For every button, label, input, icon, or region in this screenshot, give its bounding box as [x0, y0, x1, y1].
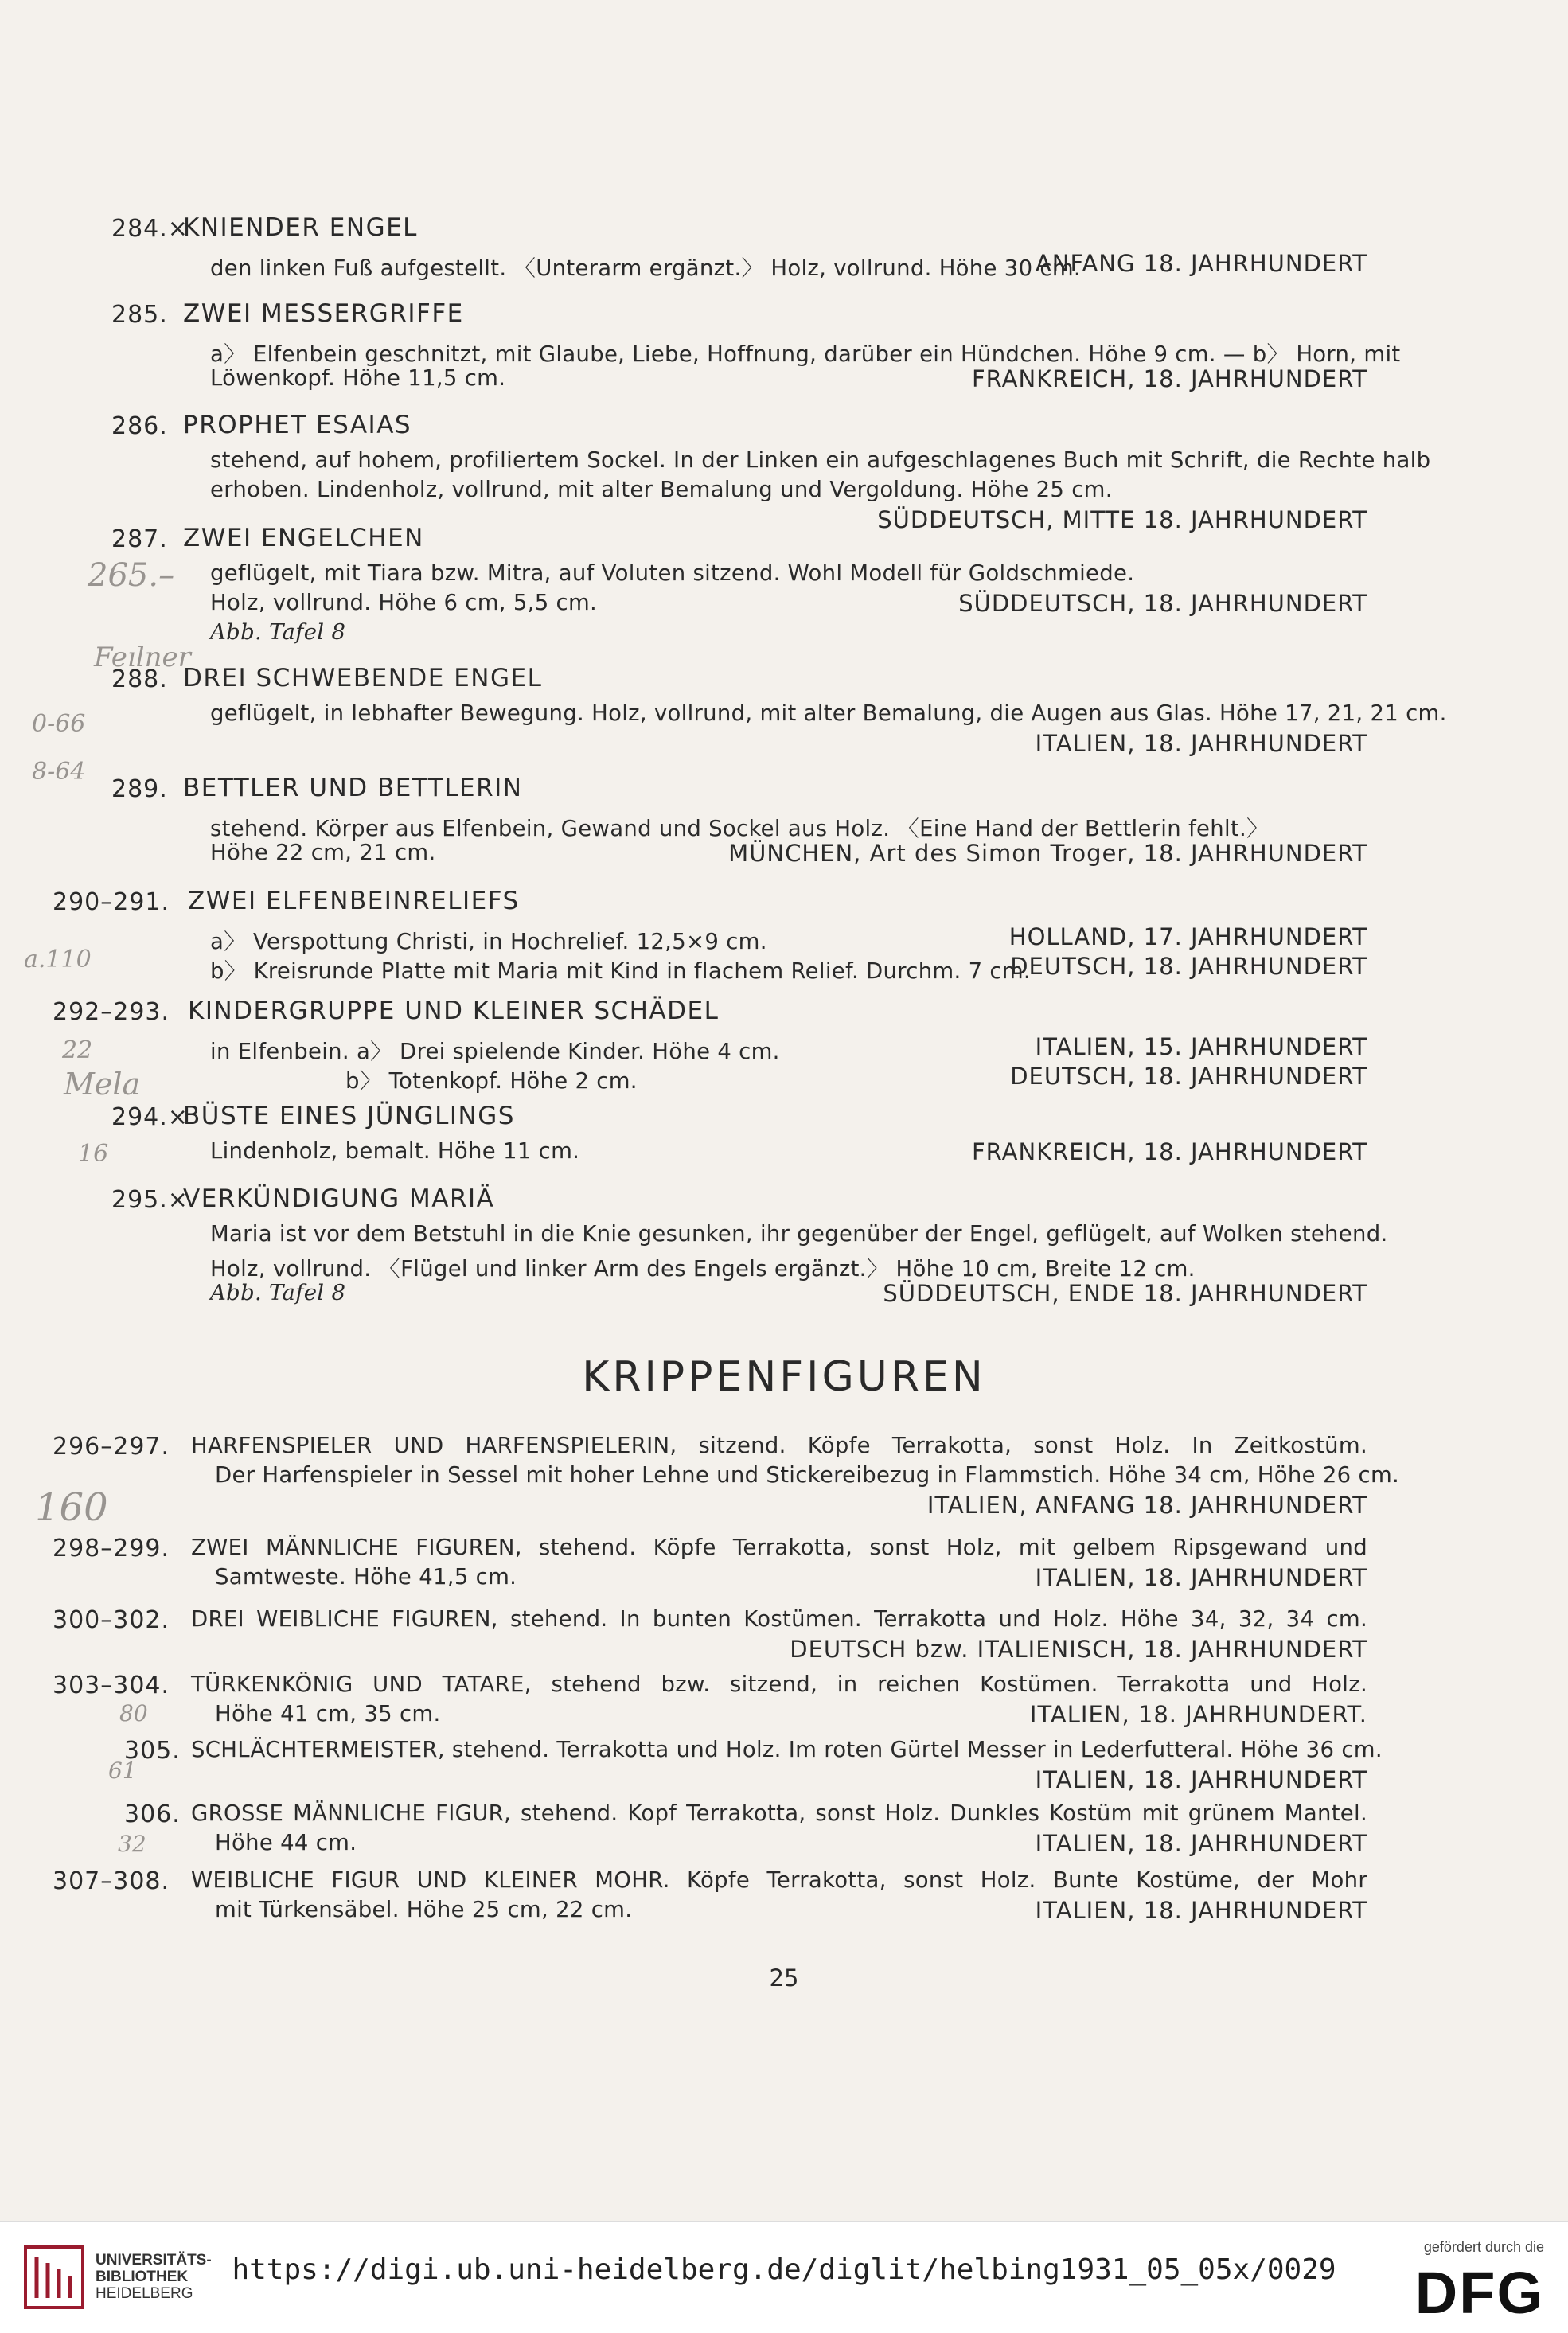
- handwritten-note: 80: [119, 1700, 148, 1726]
- entry-number: 295.×: [111, 1186, 189, 1214]
- entry-origin: ITALIEN, 15. JAHRHUNDERT: [1035, 1033, 1367, 1060]
- entry-description: Höhe 22 cm, 21 cm.: [210, 840, 436, 865]
- entry-line: [210, 477, 1367, 502]
- entry-description: Samtweste. Höhe 41,5 cm.: [215, 1564, 517, 1590]
- entry-line: [191, 1433, 1367, 1458]
- entry-number: 289.: [111, 775, 168, 803]
- handwritten-note: 16: [78, 1140, 109, 1168]
- entry-description: stehend. Körper aus Elfenbein, Gewand und Sockel aus Holz. 〈Eine Hand der Bettlerin fehlt.〉: [210, 816, 1269, 841]
- permalink-url[interactable]: https://digi.ub.uni-heidelberg.de/diglit/helbing1931_05_05x/0029: [232, 2253, 1336, 2286]
- entry-description: GROSSE MÄNNLICHE FIGUR, stehend. Kopf Terrakotta, sonst Holz. Dunkles Kostüm mit grünem Mantel.: [191, 1800, 1367, 1826]
- section-title: KRIPPENFIGUREN: [582, 1353, 986, 1401]
- entry-title: KNIENDER ENGEL: [183, 213, 418, 242]
- entry-line: [210, 447, 1431, 473]
- handwritten-note: 265.–: [88, 557, 175, 594]
- entry-line: [215, 1564, 1367, 1590]
- entry-line: [210, 810, 1367, 842]
- entry-line: [210, 1280, 1367, 1305]
- entry-line: [210, 619, 1367, 645]
- entry-description: a〉 Verspottung Christi, in Hochrelief. 12,5×9 cm.: [210, 929, 767, 954]
- handwritten-note: Feılner: [94, 642, 191, 673]
- entry-line: [191, 1800, 1367, 1826]
- entry-line: [215, 1830, 1367, 1855]
- entry-number: 305.: [124, 1737, 181, 1765]
- entry-line: [191, 1535, 1367, 1560]
- entry-number: 292–293.: [53, 998, 170, 1026]
- entry-description: Löwenkopf. Höhe 11,5 cm.: [210, 365, 506, 391]
- entry-line: [210, 1033, 1367, 1065]
- entry-line: [210, 560, 1367, 586]
- handwritten-note: 32: [118, 1831, 146, 1857]
- entry-description: WEIBLICHE FIGUR UND KLEINER MOHR. Köpfe Terrakotta, sonst Holz. Bunte Kostüme, der Mohr: [191, 1867, 1367, 1893]
- page-number: 25: [769, 1964, 799, 1992]
- entry-origin: ITALIEN, 18. JAHRHUNDERT: [1035, 1897, 1367, 1924]
- entry-description: erhoben. Lindenholz, vollrund, mit alter Bemalung und Vergoldung. Höhe 25 cm.: [210, 477, 1113, 502]
- entry-description: Abb. Tafel 8: [210, 1280, 346, 1305]
- entry-line: [210, 700, 1447, 726]
- entry-line: [191, 1737, 1383, 1762]
- handwritten-note: 22: [62, 1036, 93, 1064]
- entry-origin: FRANKREICH, 18. JAHRHUNDERT: [971, 365, 1367, 392]
- entry-description: ZWEI MÄNNLICHE FIGUREN, stehend. Köpfe Terrakotta, sonst Holz, mit gelbem Ripsgewand und: [191, 1535, 1367, 1560]
- entry-number: 290–291.: [53, 888, 170, 916]
- entry-origin: ITALIEN, 18. JAHRHUNDERT: [1035, 1830, 1367, 1857]
- entry-line: [210, 250, 1367, 282]
- entry-number: 285.: [111, 301, 168, 329]
- entry-description: b〉 Kreisrunde Platte mit Maria mit Kind in flachem Relief. Durchm. 7 cm.: [210, 958, 1031, 984]
- entry-title: KINDERGRUPPE UND KLEINER SCHÄDEL: [188, 997, 720, 1025]
- entry-title: PROPHET ESAIAS: [183, 411, 412, 439]
- entry-line: [210, 1063, 1367, 1094]
- entry-description: Höhe 41 cm, 35 cm.: [215, 1701, 441, 1726]
- entry-number: 306.: [124, 1800, 181, 1828]
- entry-description: Lindenholz, bemalt. Höhe 11 cm.: [210, 1138, 580, 1164]
- entry-description: HARFENSPIELER UND HARFENSPIELERIN, sitzend. Köpfe Terrakotta, sonst Holz. In Zeitkostüm.: [191, 1433, 1367, 1458]
- entry-number: 287.: [111, 525, 168, 553]
- entry-number: 284.×: [111, 215, 189, 243]
- entry-origin: ITALIEN, 18. JAHRHUNDERT: [1035, 1564, 1367, 1591]
- entry-title: BETTLER UND BETTLERIN: [183, 774, 523, 802]
- entry-title: VERKÜNDIGUNG MARIÄ: [183, 1184, 495, 1213]
- handwritten-note: 8-64: [32, 758, 86, 786]
- entry-description: Abb. Tafel 8: [210, 619, 346, 645]
- footer-bar: [0, 2221, 1568, 2333]
- funding-caption: gefördert durch die: [1423, 2239, 1544, 2255]
- entry-origin: ITALIEN, 18. JAHRHUNDERT.: [1029, 1701, 1367, 1728]
- entry-line: [215, 1701, 1367, 1726]
- handwritten-note: 160: [35, 1485, 108, 1530]
- entry-origin: ANFANG 18. JAHRHUNDERT: [1035, 250, 1367, 277]
- entry-description: stehend, auf hohem, profiliertem Sockel. In der Linken ein aufgeschlagenes Buch mit Schrift, die Rechte halb: [210, 447, 1431, 473]
- entry-line: [210, 923, 1367, 955]
- handwritten-note: 61: [108, 1758, 137, 1784]
- entry-title: ZWEI MESSERGRIFFE: [183, 299, 464, 328]
- entry-line: [210, 365, 1367, 391]
- entry-origin: SÜDDEUTSCH, MITTE 18. JAHRHUNDERT: [877, 506, 1367, 533]
- entry-origin: HOLLAND, 17. JAHRHUNDERT: [1008, 923, 1367, 950]
- entry-description: SCHLÄCHTERMEISTER, stehend. Terrakotta und Holz. Im roten Gürtel Messer in Lederfutteral. Höhe 36 cm.: [191, 1737, 1383, 1762]
- entry-line: [210, 1221, 1388, 1246]
- entry-origin: SÜDDEUTSCH, 18. JAHRHUNDERT: [958, 590, 1367, 617]
- entry-description: geflügelt, in lebhafter Bewegung. Holz, vollrund, mit alter Bemalung, die Augen aus Glas. Höhe 17, 21, 21 cm.: [210, 700, 1447, 726]
- entry-description: Holz, vollrund. Höhe 6 cm, 5,5 cm.: [210, 590, 598, 615]
- entry-line: [210, 590, 1367, 615]
- entry-description: Der Harfenspieler in Sessel mit hoher Lehne und Stickereibezug in Flammstich. Höhe 34 cm, Höhe 26 cm.: [215, 1462, 1400, 1488]
- entry-number: 288.: [111, 665, 168, 693]
- entry-title: DREI SCHWEBENDE ENGEL: [183, 664, 543, 692]
- entry-title: ZWEI ELFENBEINRELIEFS: [188, 887, 520, 915]
- entry-description: Holz, vollrund. 〈Flügel und linker Arm des Engels ergänzt.〉 Höhe 10 cm, Breite 12 cm.: [210, 1256, 1196, 1282]
- institution-name: UNIVERSITÄTS- BIBLIOTHEK HEIDELBERG: [96, 2252, 212, 2302]
- handwritten-note: 0-66: [32, 710, 86, 738]
- entry-description: mit Türkensäbel. Höhe 25 cm, 22 cm.: [215, 1897, 633, 1922]
- handwritten-note: Mela: [64, 1067, 141, 1102]
- entry-origin: ITALIEN, ANFANG 18. JAHRHUNDERT: [926, 1492, 1367, 1519]
- entry-description: b〉 Totenkopf. Höhe 2 cm.: [345, 1068, 638, 1094]
- entry-description: in Elfenbein. a〉 Drei spielende Kinder. Höhe 4 cm.: [210, 1039, 780, 1064]
- entry-description: geflügelt, mit Tiara bzw. Mitra, auf Voluten sitzend. Wohl Modell für Goldschmiede.: [210, 560, 1135, 586]
- entry-title: ZWEI ENGELCHEN: [183, 524, 424, 552]
- entry-number: 300–302.: [53, 1606, 170, 1634]
- entry-description: Maria ist vor dem Betstuhl in die Knie gesunken, ihr gegenüber der Engel, geflügelt, auf Wolken stehend.: [210, 1221, 1388, 1246]
- entry-origin: SÜDDEUTSCH, ENDE 18. JAHRHUNDERT: [883, 1280, 1367, 1307]
- entry-line: [215, 1897, 1367, 1922]
- entry-origin: DEUTSCH bzw. ITALIENISCH, 18. JAHRHUNDERT: [790, 1636, 1367, 1663]
- entry-line: [191, 1867, 1367, 1893]
- entry-description: a〉 Elfenbein geschnitzt, mit Glaube, Liebe, Hoffnung, darüber ein Hündchen. Höhe 9 cm. — b〉 Horn, mit: [210, 341, 1401, 367]
- entry-origin: DEUTSCH, 18. JAHRHUNDERT: [1010, 953, 1367, 980]
- entry-description: den linken Fuß aufgestellt. 〈Unterarm ergänzt.〉 Holz, vollrund. Höhe 30 cm.: [210, 256, 1081, 281]
- entry-origin: MÜNCHEN, Art des Simon Troger, 18. JAHRHUNDERT: [728, 840, 1367, 867]
- entry-number: 303–304.: [53, 1672, 170, 1699]
- handwritten-note: a.110: [24, 946, 92, 973]
- entry-description: DREI WEIBLICHE FIGUREN, stehend. In bunten Kostümen. Terrakotta und Holz. Höhe 34, 32, 34 cm.: [191, 1606, 1367, 1632]
- entry-line: [210, 840, 1367, 865]
- entry-line: [191, 1672, 1367, 1697]
- entry-origin: DEUTSCH, 18. JAHRHUNDERT: [1010, 1063, 1367, 1090]
- entry-line: [191, 1606, 1367, 1632]
- entry-line: [210, 953, 1367, 985]
- entry-line: [215, 1462, 1400, 1488]
- entry-number: 307–308.: [53, 1867, 170, 1895]
- entry-number: 286.: [111, 412, 168, 440]
- entry-title: BÜSTE EINES JÜNGLINGS: [183, 1102, 515, 1130]
- entry-description: TÜRKENKÖNIG UND TATARE, stehend bzw. sitzend, in reichen Kostümen. Terrakotta und Holz.: [191, 1672, 1367, 1697]
- entry-number: 294.×: [111, 1103, 189, 1131]
- entry-line: [210, 1250, 1367, 1282]
- entry-origin: ITALIEN, 18. JAHRHUNDERT: [1035, 730, 1367, 757]
- dfg-logo: DFG: [1414, 2260, 1544, 2326]
- entry-number: 298–299.: [53, 1535, 170, 1562]
- entry-line: [210, 336, 1401, 368]
- entry-number: 296–297.: [53, 1433, 170, 1461]
- entry-description: Höhe 44 cm.: [215, 1830, 357, 1855]
- entry-origin: FRANKREICH, 18. JAHRHUNDERT: [971, 1138, 1367, 1165]
- entry-line: [210, 1138, 1367, 1164]
- entry-origin: ITALIEN, 18. JAHRHUNDERT: [1035, 1766, 1367, 1793]
